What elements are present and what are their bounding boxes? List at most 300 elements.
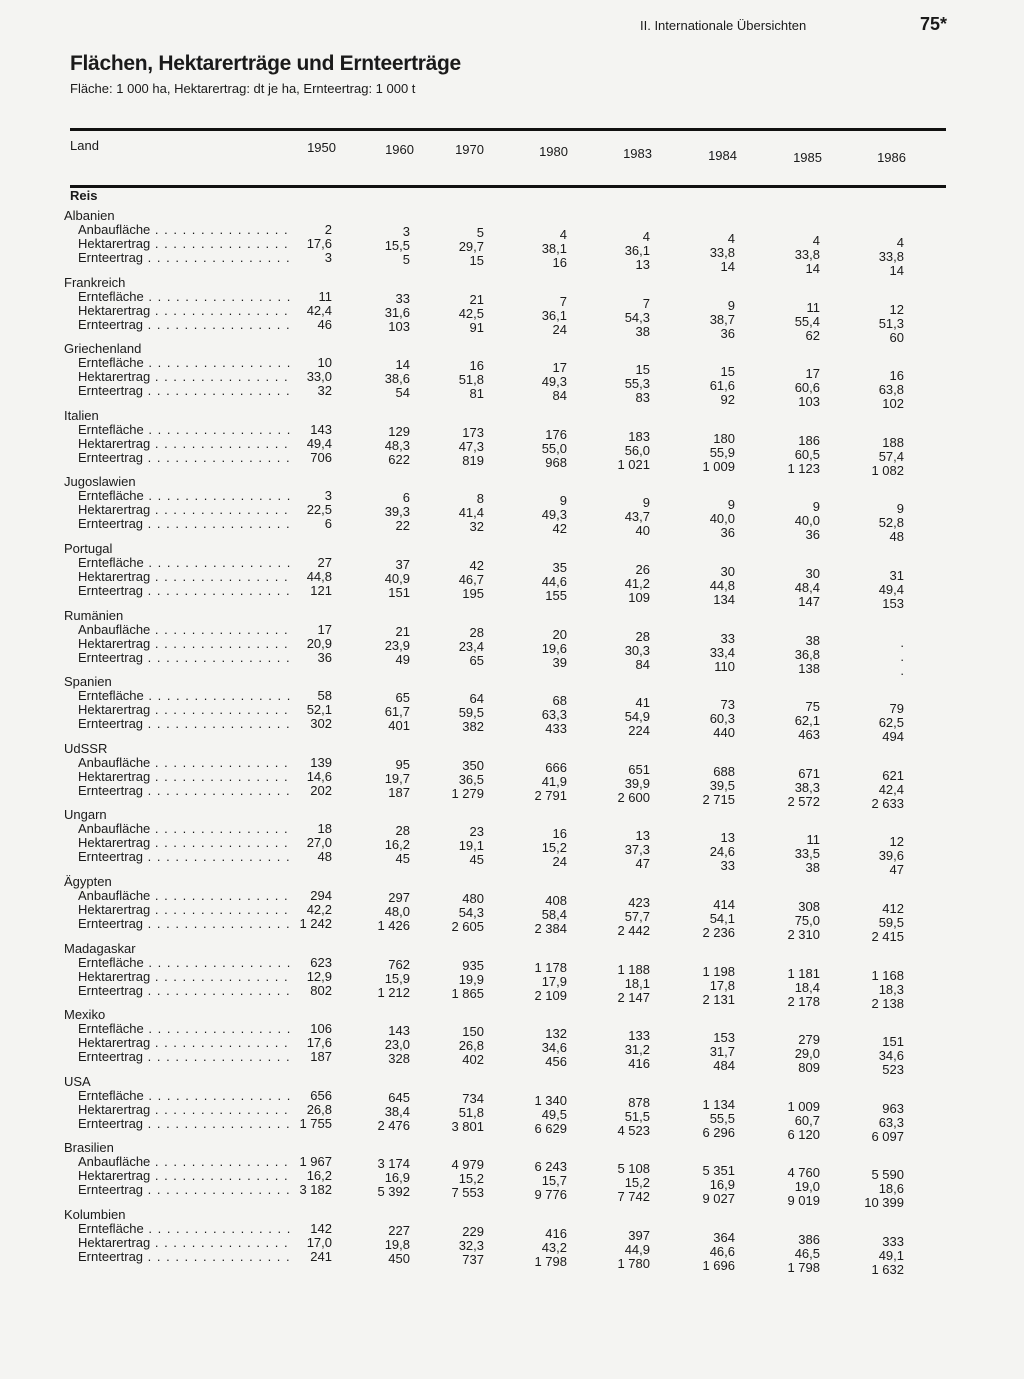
table-cell: 33 — [720, 630, 735, 646]
table-cell: 42 — [552, 521, 567, 537]
table-cell: 9 — [559, 493, 567, 509]
table-cell: 3 801 — [451, 1118, 484, 1134]
table-cell: 23 — [469, 824, 484, 840]
table-cell: 14 — [720, 259, 735, 274]
table-cell: 6 097 — [871, 1128, 904, 1144]
metric-label: Erntefläche . . . — [78, 422, 290, 437]
table-cell: 2 572 — [787, 793, 820, 809]
table-cell: 49 — [395, 651, 410, 667]
table-cell: 44,9 — [624, 1241, 650, 1257]
country-block — [52, 540, 952, 611]
page-title: Flächen, Hektarerträge und Ernteerträge — [70, 52, 461, 75]
table-cell: 4 — [812, 233, 820, 248]
table-cell: 12 — [889, 301, 904, 317]
table-cell: 27,0 — [306, 835, 332, 851]
metric-label: Hektarertrag . . . — [78, 1035, 290, 1050]
table-cell: 62 — [805, 327, 820, 343]
table-cell: 20 — [552, 626, 567, 642]
table-cell: 1 242 — [299, 915, 332, 931]
table-cell: 48,4 — [794, 579, 820, 595]
table-cell: 4 — [896, 235, 904, 250]
table-cell: 39,6 — [878, 848, 904, 864]
table-cell: 308 — [798, 898, 820, 914]
table-cell: 44,6 — [541, 573, 567, 589]
table-cell: 48 — [317, 849, 332, 865]
table-cell: 36,1 — [541, 307, 567, 323]
table-cell: 37 — [395, 556, 410, 572]
table-cell: 9 — [727, 297, 735, 313]
country-name: Kolumbien — [64, 1206, 126, 1222]
table-cell: 14 — [889, 263, 904, 278]
table-cell: 4 760 — [787, 1165, 820, 1181]
top-rule — [70, 128, 946, 131]
table-cell: 151 — [882, 1034, 904, 1050]
country-name: Brasilien — [64, 1140, 114, 1156]
metric-label: Hektarertrag . . . — [78, 569, 290, 584]
table-cell: 33,5 — [794, 846, 820, 862]
table-cell: 17,0 — [306, 1234, 332, 1250]
table-cell: 623 — [310, 954, 332, 970]
table-cell: 102 — [882, 396, 904, 412]
table-cell: 49,5 — [541, 1106, 567, 1122]
table-cell: 2 476 — [377, 1117, 410, 1133]
table-cell: 4 523 — [617, 1122, 650, 1138]
table-cell: 188 — [882, 434, 904, 450]
table-row — [52, 1115, 952, 1144]
metric-label: Ernteertrag . . . — [78, 1116, 290, 1131]
table-cell: 651 — [628, 761, 650, 777]
table-cell: 15 — [720, 364, 735, 380]
table-cell: 1 865 — [451, 985, 484, 1001]
table-cell: 68 — [552, 693, 567, 709]
year-header: 1983 — [623, 146, 652, 161]
metric-label: Ernteertrag . . . — [78, 1249, 290, 1264]
country-block — [52, 1140, 952, 1211]
table-cell: 40 — [635, 523, 650, 539]
table-cell: 2 791 — [534, 787, 567, 803]
table-cell: 18,4 — [794, 979, 820, 995]
table-row — [52, 1248, 952, 1277]
table-row — [52, 716, 952, 745]
table-cell: 8 — [476, 491, 484, 507]
table-cell: 1 123 — [787, 460, 820, 476]
table-cell: 33,8 — [794, 247, 820, 262]
metric-label: Hektarertrag . . . — [78, 436, 290, 451]
table-cell: 294 — [310, 887, 332, 903]
country-block — [52, 740, 952, 811]
table-cell: 5 351 — [702, 1163, 735, 1179]
table-cell: 33 — [395, 290, 410, 306]
table-row — [52, 383, 952, 412]
table-cell: 58,4 — [541, 906, 567, 922]
table-cell: 62,5 — [878, 715, 904, 731]
table-cell: 12 — [889, 834, 904, 850]
table-cell: 6 — [402, 490, 410, 506]
metric-label: Hektarertrag . . . — [78, 1102, 290, 1117]
table-cell: 4 979 — [451, 1157, 484, 1173]
table-cell: 33,8 — [878, 249, 904, 264]
table-cell: 302 — [310, 716, 332, 732]
table-cell: 2 605 — [451, 918, 484, 934]
table-cell: 382 — [462, 719, 484, 735]
table-cell: 42,5 — [458, 305, 484, 321]
table-row — [52, 1049, 952, 1078]
table-cell: 26,8 — [306, 1101, 332, 1117]
table-cell: 26 — [635, 561, 650, 577]
table-cell: 46 — [317, 316, 332, 332]
table-cell: 819 — [462, 452, 484, 468]
header-rule — [70, 185, 946, 188]
table-cell: 60,6 — [794, 380, 820, 396]
table-cell: 43,7 — [624, 509, 650, 525]
page-number: 75* — [920, 14, 948, 34]
table-cell: 51,8 — [458, 1104, 484, 1120]
table-cell: 21 — [469, 291, 484, 307]
table-cell: 46,6 — [709, 1243, 735, 1259]
table-cell: 54,3 — [624, 309, 650, 325]
table-cell: 36 — [720, 325, 735, 341]
table-cell: 2 310 — [787, 926, 820, 942]
table-cell: 59,5 — [458, 705, 484, 721]
table-cell: 622 — [388, 451, 410, 467]
table-cell: 60 — [889, 329, 904, 345]
data-table — [52, 208, 952, 1277]
table-cell: 47,3 — [458, 438, 484, 454]
table-cell: 33,4 — [709, 644, 735, 660]
metric-label: Hektarertrag . . . — [78, 902, 290, 917]
table-cell: 65 — [395, 690, 410, 706]
country-name: Madagaskar — [64, 940, 136, 956]
table-cell: 60,5 — [794, 446, 820, 462]
metric-label: Ernteertrag . . . — [78, 1049, 290, 1064]
table-cell: 1 798 — [787, 1259, 820, 1275]
table-cell: 47 — [635, 856, 650, 872]
table-cell: 39 — [552, 654, 567, 670]
table-cell: 36,8 — [794, 646, 820, 662]
table-cell: 183 — [628, 428, 650, 444]
table-cell: 1 279 — [451, 785, 484, 801]
table-cell: 963 — [882, 1100, 904, 1116]
table-cell: 333 — [882, 1233, 904, 1249]
table-cell: 38,3 — [794, 779, 820, 795]
table-cell: 36 — [317, 649, 332, 665]
table-cell: 3 174 — [377, 1156, 410, 1172]
table-cell: 45 — [469, 852, 484, 868]
table-cell: 10 — [317, 355, 332, 371]
table-cell: 38 — [805, 860, 820, 876]
table-cell: 1 798 — [534, 1253, 567, 1269]
table-cell: 9 — [642, 495, 650, 511]
table-cell: 15,5 — [384, 238, 410, 253]
table-cell: 22,5 — [306, 502, 332, 518]
year-header: 1970 — [455, 142, 484, 157]
table-cell: 11 — [806, 832, 820, 848]
country-name: USA — [64, 1073, 91, 1089]
table-cell: 143 — [310, 421, 332, 437]
table-cell: 63,8 — [878, 382, 904, 398]
table-cell: 2 147 — [617, 989, 650, 1005]
table-cell: 37,3 — [624, 842, 650, 858]
section-header: II. Internationale Übersichten — [640, 18, 807, 33]
table-cell: 32,3 — [458, 1237, 484, 1253]
table-cell: 103 — [798, 394, 820, 410]
metric-label: Hektarertrag . . . — [78, 835, 290, 850]
table-cell: 40,0 — [794, 513, 820, 529]
metric-label: Hektarertrag . . . — [78, 636, 290, 651]
table-cell: 706 — [310, 449, 332, 465]
country-block — [52, 940, 952, 1011]
table-cell: 494 — [882, 729, 904, 745]
table-cell: 12,9 — [306, 968, 332, 984]
table-cell: 1 009 — [787, 1098, 820, 1114]
table-cell: 41,2 — [624, 575, 650, 591]
table-cell: 1 212 — [377, 984, 410, 1000]
table-cell: 397 — [628, 1227, 650, 1243]
table-cell: 9 — [896, 501, 904, 517]
table-cell: 7 — [642, 295, 650, 311]
metric-label: Ernteertrag . . . — [78, 583, 290, 598]
table-cell: 241 — [310, 1248, 332, 1264]
table-cell: 412 — [882, 900, 904, 916]
table-cell: 1 967 — [299, 1154, 332, 1170]
table-cell: 9 — [812, 499, 820, 515]
table-cell: 110 — [714, 658, 735, 674]
table-cell: 364 — [713, 1229, 735, 1245]
table-cell: 62,1 — [794, 713, 820, 729]
table-cell: 54,1 — [709, 910, 735, 926]
table-cell: 28 — [395, 823, 410, 839]
units-subtitle: Fläche: 1 000 ha, Hektarertrag: dt je ha, Ernteertrag: 1 000 t — [70, 81, 416, 96]
table-cell: 2 — [324, 222, 332, 237]
table-cell: 151 — [388, 584, 410, 600]
table-cell: 21 — [395, 623, 410, 639]
table-cell: 671 — [798, 765, 820, 781]
table-cell: 19,6 — [541, 640, 567, 656]
table-cell: 38,6 — [384, 371, 410, 387]
table-cell: 621 — [882, 767, 904, 783]
table-cell: 3 — [324, 250, 332, 265]
table-cell: 1 178 — [534, 959, 567, 975]
table-cell: 51,3 — [878, 315, 904, 331]
table-cell: 17 — [317, 621, 332, 637]
table-cell: 57,4 — [878, 448, 904, 464]
table-cell: 2 138 — [871, 995, 904, 1011]
table-cell: 46,7 — [458, 571, 484, 587]
table-cell: 16 — [552, 826, 567, 842]
metric-label: Anbaufläche . . . — [78, 821, 290, 836]
year-header: 1950 — [307, 140, 336, 155]
table-row — [52, 582, 952, 611]
table-cell: 11 — [318, 288, 332, 304]
table-cell: 45 — [395, 851, 410, 867]
table-cell: 2 236 — [702, 924, 735, 940]
table-cell: 17,8 — [709, 977, 735, 993]
table-cell: 79 — [889, 701, 904, 717]
table-cell: 523 — [882, 1062, 904, 1078]
table-cell: 18 — [317, 821, 332, 837]
metric-label: Hektarertrag . . . — [78, 769, 290, 784]
metric-label: Anbaufläche . . . — [78, 755, 290, 770]
table-row — [52, 250, 952, 278]
table-row — [52, 649, 952, 678]
table-cell: 484 — [713, 1058, 735, 1074]
table-header — [70, 138, 946, 168]
table-cell: 121 — [310, 582, 332, 598]
table-cell: 59,5 — [878, 914, 904, 930]
table-row — [52, 782, 952, 811]
table-cell: 49,3 — [541, 374, 567, 390]
table-cell: 42,2 — [306, 901, 332, 917]
table-cell: 91 — [469, 319, 484, 335]
table-cell: 13 — [720, 830, 735, 846]
table-cell: 44,8 — [306, 568, 332, 584]
table-cell: 5 392 — [377, 1184, 410, 1200]
table-cell: 34,6 — [541, 1040, 567, 1056]
metric-label: Ernteertrag . . . — [78, 317, 290, 332]
table-cell: 36 — [720, 525, 735, 541]
table-cell: 229 — [462, 1223, 484, 1239]
table-cell: 2 633 — [871, 795, 904, 811]
metric-label: Erntefläche . . . — [78, 955, 290, 970]
table-cell: 6 — [324, 516, 332, 532]
table-cell: 4 — [559, 227, 567, 242]
table-cell: 2 415 — [871, 928, 904, 944]
table-cell: 402 — [462, 1052, 484, 1068]
metric-label: Hektarertrag . . . — [78, 369, 290, 384]
table-cell: 2 131 — [702, 991, 735, 1007]
table-cell: 29,7 — [458, 239, 484, 254]
table-cell: 35 — [552, 559, 567, 575]
table-cell: 17 — [552, 360, 567, 376]
table-cell: 20,9 — [306, 635, 332, 651]
table-cell: 26,8 — [458, 1038, 484, 1054]
table-cell: 49,3 — [541, 507, 567, 523]
table-cell: 7 553 — [451, 1185, 484, 1201]
table-cell: 61,6 — [709, 378, 735, 394]
table-cell: 75,0 — [794, 912, 820, 928]
table-cell: 180 — [713, 430, 735, 446]
metric-label: Ernteertrag . . . — [78, 383, 290, 398]
table-cell: 31,7 — [709, 1044, 735, 1060]
table-cell: 16 — [889, 368, 904, 384]
table-cell: 55,0 — [541, 440, 567, 456]
table-cell: 44,8 — [709, 577, 735, 593]
table-cell: 55,9 — [709, 444, 735, 460]
table-cell: 645 — [388, 1089, 410, 1105]
table-cell: 13 — [635, 828, 650, 844]
table-cell: 328 — [388, 1051, 410, 1067]
year-header: 1980 — [539, 144, 568, 159]
metric-label: Hektarertrag . . . — [78, 236, 290, 251]
table-row — [52, 915, 952, 944]
table-cell: 1 134 — [702, 1096, 735, 1112]
crop-section-label: Reis — [70, 188, 98, 203]
table-cell: 51,8 — [458, 372, 484, 388]
metric-label: Ernteertrag . . . — [78, 716, 290, 731]
table-cell: 55,4 — [794, 313, 820, 329]
table-cell: 16,9 — [709, 1177, 735, 1193]
metric-label: Ernteertrag . . . — [78, 916, 290, 931]
table-cell: 11 — [806, 299, 820, 315]
country-name: Ungarn — [64, 807, 107, 823]
table-cell: 17,6 — [306, 1035, 332, 1051]
table-cell: 48,3 — [384, 437, 410, 453]
table-cell: 15 — [635, 362, 650, 378]
table-cell: 414 — [713, 896, 735, 912]
metric-label: Hektarertrag . . . — [78, 969, 290, 984]
table-cell: 58 — [317, 688, 332, 704]
metric-label: Erntefläche . . . — [78, 1021, 290, 1036]
table-cell: 36,5 — [458, 771, 484, 787]
table-cell: 27 — [317, 554, 332, 570]
table-cell: 688 — [713, 763, 735, 779]
country-block — [52, 1007, 952, 1078]
table-cell: 33,0 — [306, 369, 332, 385]
table-cell: 150 — [462, 1024, 484, 1040]
table-cell: 656 — [310, 1087, 332, 1103]
table-cell: 401 — [388, 718, 410, 734]
table-cell: 92 — [720, 392, 735, 408]
table-cell: 23,9 — [384, 637, 410, 653]
table-cell: 38,1 — [541, 241, 567, 256]
table-cell: 32 — [469, 519, 484, 535]
table-cell: 279 — [798, 1032, 820, 1048]
metric-label: Anbaufläche . . . — [78, 622, 290, 637]
table-cell: 153 — [713, 1030, 735, 1046]
table-cell: 2 715 — [702, 791, 735, 807]
table-cell: 6 296 — [702, 1124, 735, 1140]
table-cell: 106 — [310, 1021, 332, 1037]
table-cell: 36,1 — [624, 243, 650, 258]
table-cell: 54,9 — [624, 709, 650, 725]
metric-label: Erntefläche . . . — [78, 289, 290, 304]
table-cell: 15,2 — [458, 1171, 484, 1187]
table-cell: 24 — [552, 854, 567, 870]
table-cell: 935 — [462, 957, 484, 973]
table-cell: . — [900, 634, 904, 650]
table-cell: 15 — [469, 253, 484, 268]
table-cell: 28 — [469, 624, 484, 640]
table-cell: 16,9 — [384, 1170, 410, 1186]
table-cell: 16 — [469, 358, 484, 374]
table-cell: 52,1 — [306, 702, 332, 718]
metric-label: Ernteertrag . . . — [78, 516, 290, 531]
table-cell: 56,0 — [624, 442, 650, 458]
table-cell: 350 — [462, 757, 484, 773]
metric-label: Anbaufläche . . . — [78, 888, 290, 903]
table-cell: 48,0 — [384, 903, 410, 919]
table-cell: 103 — [388, 318, 410, 334]
table-cell: 6 243 — [534, 1159, 567, 1175]
table-cell: 802 — [310, 982, 332, 998]
table-cell: 433 — [545, 721, 567, 737]
table-cell: 16,2 — [384, 837, 410, 853]
metric-label: Erntefläche . . . — [78, 688, 290, 703]
country-block — [52, 274, 952, 345]
table-cell: 666 — [545, 759, 567, 775]
country-block — [52, 873, 952, 944]
country-name: UdSSR — [64, 740, 108, 756]
table-cell: 16 — [552, 255, 567, 270]
table-cell: 84 — [635, 656, 650, 672]
table-cell: 54,3 — [458, 904, 484, 920]
table-cell: 41 — [635, 695, 650, 711]
table-cell: 38 — [805, 632, 820, 648]
table-cell: 186 — [798, 432, 820, 448]
table-cell: 83 — [635, 390, 650, 406]
table-cell: 202 — [310, 782, 332, 798]
country-block — [52, 341, 952, 412]
